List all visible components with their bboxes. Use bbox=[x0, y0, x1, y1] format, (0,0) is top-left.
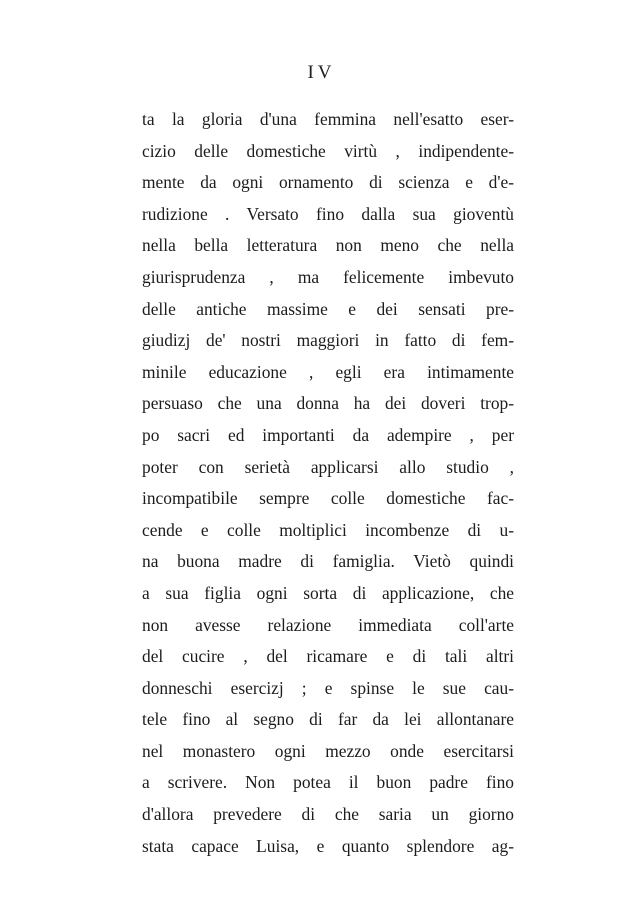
text-line: d'allora prevedere di che saria un giorno bbox=[142, 804, 514, 825]
text-line: cende e colle moltiplici incombenze di u- bbox=[142, 519, 514, 540]
text-line: donneschi esercizj ; e spinse le sue cau- bbox=[142, 677, 514, 698]
text-line: minile educazione , egli era intimamente bbox=[142, 361, 514, 382]
text-line: ta la gloria d'una femmina nell'esatto eser- bbox=[142, 109, 514, 129]
text-line: a sua figlia ogni sorta di applicazione, che bbox=[142, 582, 514, 603]
text-line: nella bella letteratura non meno che nella bbox=[142, 235, 514, 256]
text-line: non avesse relazione immediata coll'arte bbox=[142, 614, 514, 635]
text-line: nel monastero ogni mezzo onde esercitarsi bbox=[142, 740, 514, 761]
text-line: incompatibile sempre colle domestiche fac- bbox=[142, 488, 514, 509]
text-line: stata capace Luisa, e quanto splendore ag- bbox=[142, 835, 514, 856]
text-line: na buona madre di famiglia. Vietò quindi bbox=[142, 551, 514, 572]
text-line: persuaso che una donna ha dei doveri trop- bbox=[142, 393, 514, 414]
text-line: mente da ogni ornamento di scienza e d'e- bbox=[142, 172, 514, 193]
page-number: IV bbox=[307, 62, 336, 83]
text-line: tele fino al segno di far da lei allontanare bbox=[142, 709, 514, 730]
body-text bbox=[142, 104, 514, 862]
text-line: giudizj de' nostri maggiori in fatto di fem- bbox=[142, 330, 514, 351]
text-line: del cucire , del ricamare e di tali altri bbox=[142, 646, 514, 667]
text-line: rudizione . Versato fino dalla sua gioventù bbox=[142, 203, 514, 224]
text-line: delle antiche massime e dei sensati pre- bbox=[142, 298, 514, 319]
text-line: giurisprudenza , ma felicemente imbevuto bbox=[142, 266, 514, 287]
text-line: cizio delle domestiche virtù , indipendente- bbox=[142, 140, 514, 161]
text-line: poter con serietà applicarsi allo studio , bbox=[142, 456, 514, 477]
text-line: po sacri ed importanti da adempire , per bbox=[142, 424, 514, 445]
text-line: a scrivere. Non potea il buon padre fino bbox=[142, 772, 514, 793]
